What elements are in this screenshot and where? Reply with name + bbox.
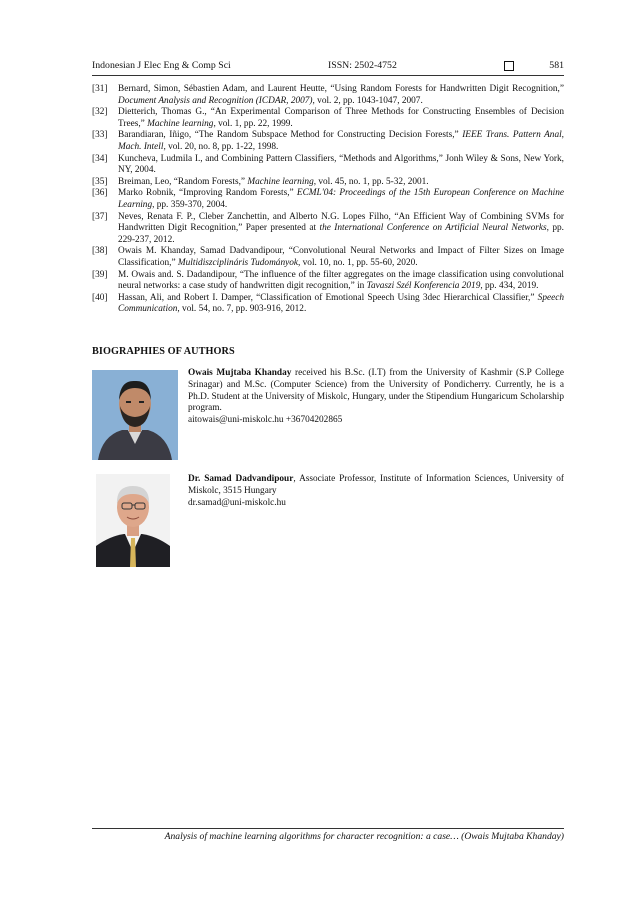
reference-text: Owais M. Khanday, Samad Dadvandipour, “Convolutional Neural Networks and Impact of Filter Sizes on Image Classification,” <box>118 246 564 268</box>
author-photo <box>96 474 170 567</box>
author-biography <box>188 368 564 427</box>
reference-text: Bernard, Simon, Sébastien Adam, and Laurent Heutte, “Using Random Forests for Handwritten Digit Recognition,” <box>118 84 564 94</box>
reference-text: Kuncheva, Ludmila I., and Combining Pattern Classifiers, “Methods and Algorithms,” Jonh Wiley & Sons, New York, NY, 2004. <box>118 153 564 176</box>
reference-venue: the International Conference on Artificial Neural Networks <box>319 223 547 234</box>
reference-venue: Machine learning <box>147 118 214 129</box>
reference-text: Breiman, Leo, “Random Forests,” <box>118 176 248 187</box>
footer-divider <box>92 828 564 829</box>
reference-details: , pp. 434, 2019. <box>480 281 539 292</box>
reference-details: , vol. 2, pp. 1043-1047, 2007. <box>312 95 423 106</box>
section-title: BIOGRAPHIES OF AUTHORS <box>92 346 235 357</box>
author-photo <box>92 370 178 460</box>
reference-number: [40] <box>92 292 108 303</box>
author-contact: dr.samad@uni-miskolc.hu <box>188 497 286 508</box>
reference-details: , vol. 20, no. 8, pp. 1-22, 1998. <box>163 141 279 152</box>
author-description: received his B.Sc. (I.T) from the University of Kashmir (S.P College Srinagar) and M.Sc. (Computer Science) from the University of Pondicherry. Currently, he is a Ph.D. Student at the University of Miskolc, Hungary, under the Stipendium Hungaricum Scholarship program. <box>188 368 564 414</box>
reference-text: Neves, Renata F. P., Cleber Zanchettin, and Alberto N.G. Lopes Filho, “An Efficient Way of Combining SVMs for Handwritten Digit Recognition,” Paper presented at <box>118 211 564 234</box>
author-contact: aitowais@uni-miskolc.hu +36704202865 <box>188 415 343 426</box>
reference-text: Barandiaran, Iñigo, “The Random Subspace Method for Constructing Decision Forests,” <box>118 130 463 141</box>
journal-name: Indonesian J Elec Eng & Comp Sci <box>92 60 231 71</box>
reference-details: , vol. 10, no. 1, pp. 55-60, 2020. <box>298 257 418 268</box>
reference-details: , pp. 359-370, 2004. <box>152 199 228 210</box>
page-footer: Analysis of machine learning algorithms for character recognition: a case… (Owais Mujtaba Khanday) <box>164 831 564 842</box>
reference-item <box>92 130 564 153</box>
reference-text: Dietterich, Thomas G., “An Experimental Comparison of Three Methods for Constructing Ensembles of Decision Trees,” <box>118 107 564 129</box>
reference-details: , vol. 45, no. 1, pp. 5-32, 2001. <box>313 176 429 187</box>
issn-label: ISSN: 2502-4752 <box>328 60 397 71</box>
reference-venue: Speech Communication <box>118 292 564 315</box>
author-biography <box>188 474 564 509</box>
reference-number: [31] <box>92 84 108 94</box>
header-divider <box>92 75 564 76</box>
reference-venue: IEEE Trans. Pattern Anal, Mach. Intell <box>118 130 564 152</box>
reference-item <box>92 177 564 189</box>
reference-list <box>92 84 564 316</box>
reference-item <box>92 212 564 247</box>
reference-details: , pp. 229-237, 2012. <box>118 223 564 245</box>
reference-venue: Machine learning <box>247 176 314 187</box>
reference-venue: Document Analysis and Recognition (ICDAR, 2007) <box>118 95 313 106</box>
reference-venue: Tavaszi Szél Konferencia 2019 <box>366 281 481 292</box>
reference-text: Hassan, Ali, and Robert I. Damper, “Classification of Emotional Speech Using 3dec Hierarchical Classifier,” <box>118 292 538 303</box>
reference-number: [34] <box>92 153 108 164</box>
reference-details: , vol. 1, pp. 22, 1999. <box>213 118 293 129</box>
reference-number: [37] <box>92 211 108 222</box>
reference-text: Marko Robnik, “Improving Random Forests,” <box>118 188 297 199</box>
author-description: , Associate Professor, Institute of Information Sciences, University of Miskolc, 3515 Hungary <box>188 474 564 496</box>
checkbox-square-icon <box>504 61 514 71</box>
author-name: Dr. Samad Dadvandipour <box>188 474 294 484</box>
reference-number: [35] <box>92 176 108 187</box>
reference-number: [38] <box>92 246 108 257</box>
page-number: 581 <box>549 60 564 71</box>
page-header <box>92 60 564 74</box>
reference-item <box>92 154 564 177</box>
reference-number: [39] <box>92 269 108 280</box>
reference-item <box>92 246 564 269</box>
reference-venue: Multidiszciplináris Tudományok <box>177 257 298 268</box>
reference-item <box>92 107 564 130</box>
reference-item <box>92 293 564 316</box>
reference-number: [36] <box>92 188 108 199</box>
reference-details: , vol. 54, no. 7, pp. 903-916, 2012. <box>177 304 307 315</box>
reference-text: M. Owais and. S. Dadandipour, “The influence of the filter aggregates on the image classification using convolutional neural networks: a case study of handwritten digit recognition,” in <box>118 269 564 292</box>
reference-item <box>92 84 564 107</box>
reference-venue: ECML'04: Proceedings of the 15th European Conference on Machine Learning <box>118 188 564 210</box>
reference-item <box>92 188 564 211</box>
reference-number: [33] <box>92 130 108 141</box>
author-name: Owais Mujtaba Khanday <box>188 368 292 378</box>
reference-item <box>92 270 564 293</box>
reference-number: [32] <box>92 107 108 118</box>
